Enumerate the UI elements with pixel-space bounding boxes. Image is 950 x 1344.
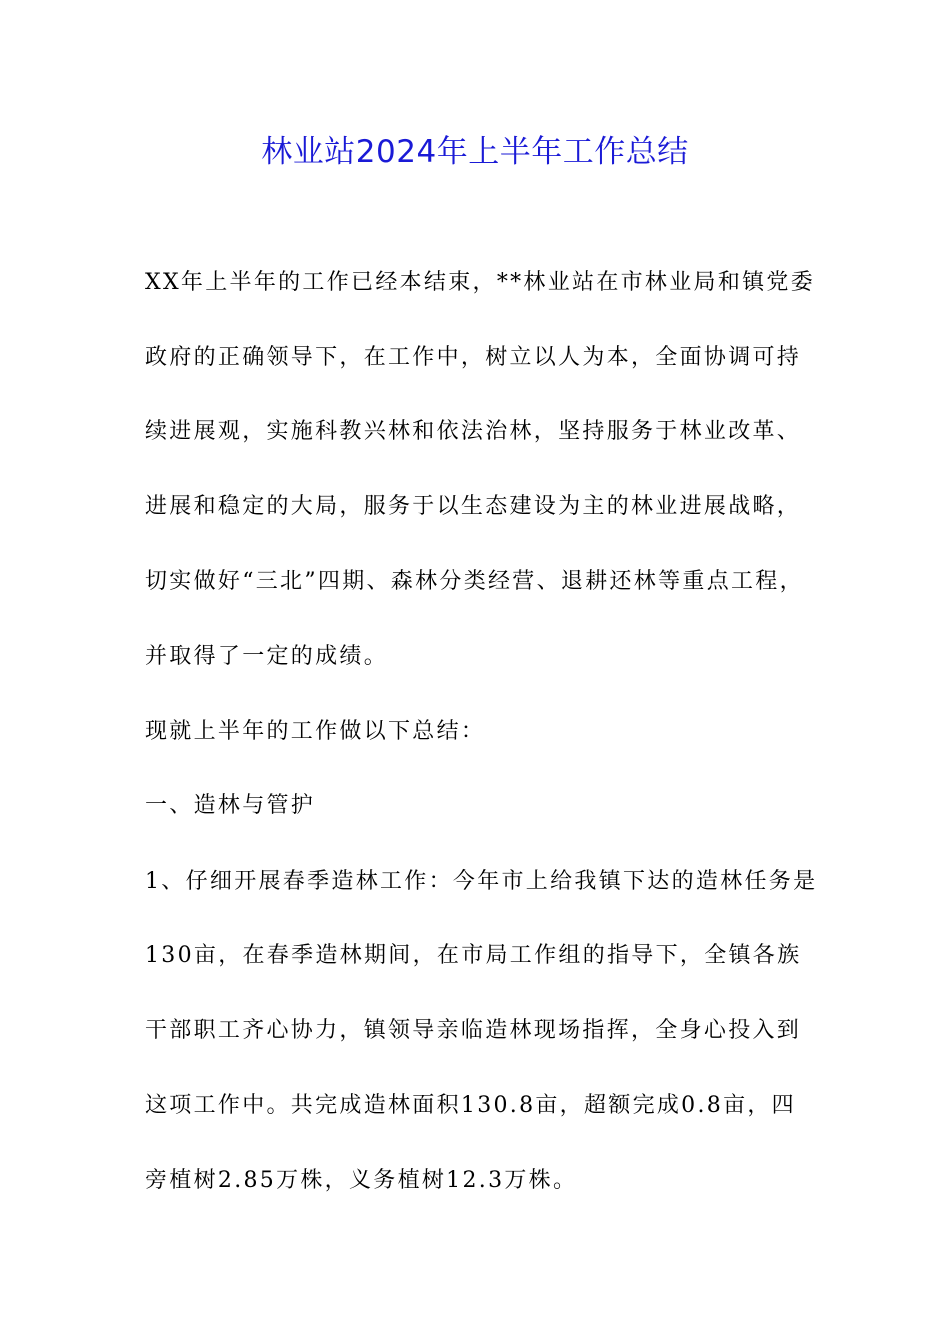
paragraph-line: 干部职工齐心协力，镇领导亲临造林现场指挥，全身心投入到 bbox=[145, 1018, 802, 1043]
document-title: 林业站2024年上半年工作总结 bbox=[261, 134, 689, 170]
paragraph-line: 这项工作中。共完成造林面积130.8亩，超额完成0.8亩，四 bbox=[145, 1093, 796, 1118]
paragraph-line: 政府的正确领导下，在工作中，树立以人为本，全面协调可持 bbox=[145, 345, 802, 370]
paragraph-line: 1、仔细开展春季造林工作：今年市上给我镇下达的造林任务是 bbox=[145, 869, 818, 894]
paragraph-line: 130亩，在春季造林期间，在市局工作组的指导下，全镇各族 bbox=[145, 943, 802, 968]
paragraph-line: 续进展观，实施科教兴林和依法治林，坚持服务于林业改革、 bbox=[145, 419, 802, 444]
paragraph-line: 并取得了一定的成绩。 bbox=[145, 644, 389, 669]
section-heading: 一、造林与管护 bbox=[145, 793, 316, 818]
paragraph-line: 进展和稳定的大局，服务于以生态建设为主的林业进展战略， bbox=[145, 494, 802, 519]
paragraph-line: XX年上半年的工作已经本结束，**林业站在市林业局和镇党委 bbox=[145, 270, 816, 295]
paragraph-line: 旁植树2.85万株，义务植树12.3万株。 bbox=[145, 1168, 578, 1193]
paragraph-line: 现就上半年的工作做以下总结： bbox=[145, 719, 486, 744]
paragraph-line: 切实做好“三北”四期、森林分类经营、退耕还林等重点工程， bbox=[145, 569, 804, 594]
